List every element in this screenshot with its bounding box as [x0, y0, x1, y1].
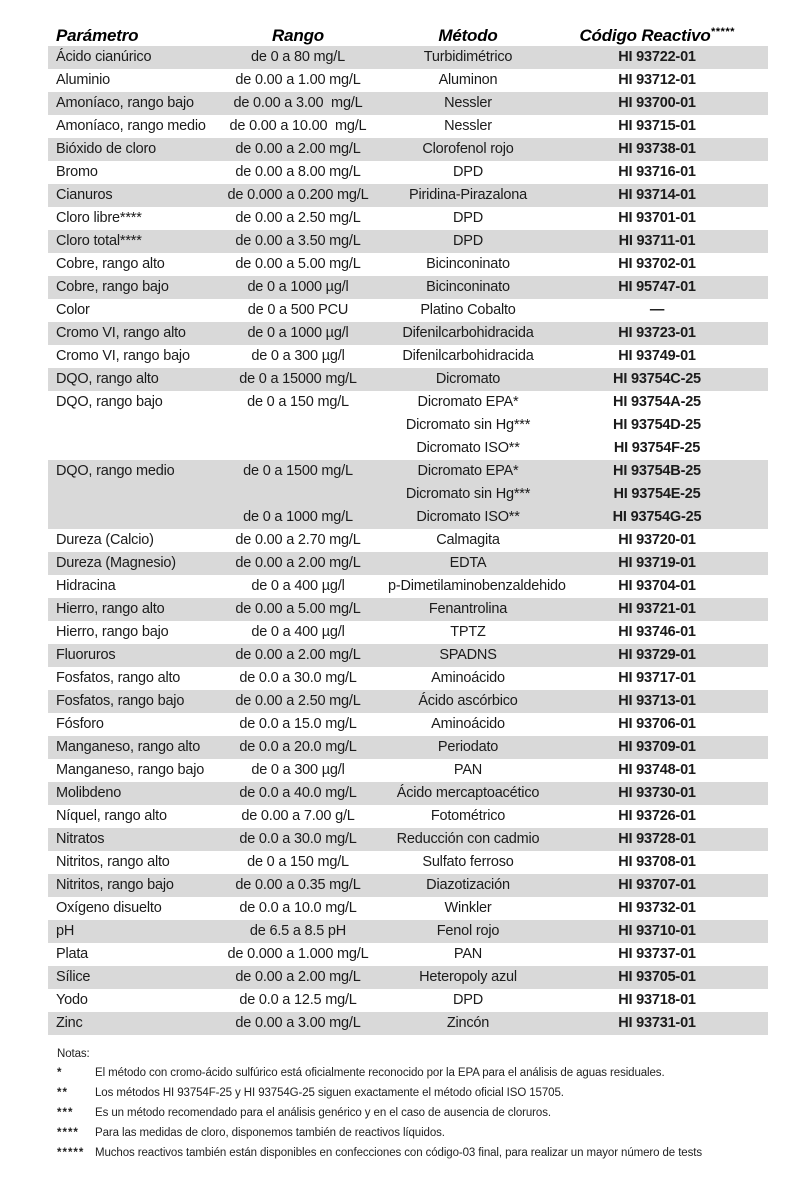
cell-metodo: Heteropoly azul: [419, 969, 517, 985]
cell-codigo: HI 93723-01: [618, 325, 696, 341]
cell-rango: de 0.00 a 2.70 mg/L: [235, 532, 361, 548]
cell-parametro: DQO, rango medio: [56, 463, 175, 479]
cell-rango: de 0 a 1000 µg/l: [247, 279, 349, 295]
table-row: [48, 736, 768, 759]
footnote-item: [57, 1107, 757, 1119]
cell-parametro: Níquel, rango alto: [56, 808, 167, 824]
table-row: [48, 966, 768, 989]
table-row: [48, 345, 768, 368]
cell-metodo: Periodato: [437, 739, 499, 755]
footnote-text: Los métodos HI 93754F-25 y HI 93754G-25 siguen exactamente el método oficial ISO 15705.: [95, 1087, 564, 1099]
cell-codigo: HI 93754D-25: [613, 417, 701, 433]
cell-parametro: Plata: [56, 946, 89, 962]
cell-parametro: Dureza (Calcio): [56, 532, 154, 548]
cell-metodo: DPD: [452, 992, 483, 1008]
cell-metodo: Fenol rojo: [436, 923, 500, 939]
cell-rango: de 0.00 a 5.00 mg/L: [235, 256, 361, 272]
table-row: [48, 161, 768, 184]
cell-rango: de 0.00 a 8.00 mg/L: [235, 164, 361, 180]
column-header-parametro: Parámetro: [56, 26, 139, 45]
cell-codigo: HI 93749-01: [618, 348, 696, 364]
cell-metodo: EDTA: [449, 555, 487, 571]
column-header-codigo-asterisks: *****: [710, 26, 735, 38]
table-row: [48, 322, 768, 345]
cell-rango: de 0 a 300 µg/l: [251, 348, 345, 364]
cell-rango: de 0 a 150 mg/L: [247, 854, 349, 870]
cell-parametro: Cloro total****: [56, 233, 142, 249]
cell-metodo: p-Dimetilaminobenzaldehido: [388, 578, 566, 594]
cell-codigo: HI 93720-01: [618, 532, 696, 548]
table-row: [48, 598, 768, 621]
cell-parametro: Bióxido de cloro: [56, 141, 156, 157]
cell-metodo: DPD: [452, 164, 483, 180]
cell-metodo: Difenilcarbohidracida: [402, 325, 534, 341]
table-row: [48, 391, 768, 414]
cell-rango: de 0.0 a 30.0 mg/L: [239, 831, 357, 847]
table-row: [48, 552, 768, 575]
cell-codigo: HI 93700-01: [618, 95, 696, 111]
cell-rango: de 0.00 a 2.00 mg/L: [235, 647, 361, 663]
cell-parametro: Manganeso, rango bajo: [56, 762, 205, 778]
cell-codigo: HI 93721-01: [618, 601, 696, 617]
cell-codigo: HI 93754B-25: [613, 463, 701, 479]
footnote-item: [57, 1127, 757, 1139]
footnote-marker: **: [57, 1087, 68, 1099]
cell-metodo: Ácido ascórbico: [418, 693, 518, 709]
cell-parametro: Molibdeno: [56, 785, 122, 801]
cell-codigo: HI 93722-01: [618, 49, 696, 65]
cell-metodo: Nessler: [444, 95, 492, 111]
cell-metodo: Aminoácido: [431, 670, 505, 686]
cell-parametro: Fosfatos, rango alto: [56, 670, 181, 686]
table-row: [48, 713, 768, 736]
cell-parametro: [48, 437, 213, 460]
table-row: [48, 529, 768, 552]
cell-rango: [213, 437, 383, 460]
cell-rango: de 0.00 a 3.50 mg/L: [235, 233, 361, 249]
footnote-marker: *****: [57, 1147, 85, 1159]
cell-parametro: DQO, rango alto: [56, 371, 159, 387]
cell-metodo: Fenantrolina: [428, 601, 508, 617]
cell-parametro: Nitritos, rango bajo: [56, 877, 174, 893]
table-row: [48, 368, 768, 391]
cell-metodo: Clorofenol rojo: [422, 141, 514, 157]
footnote-marker: *: [57, 1067, 63, 1079]
table-body: [48, 46, 768, 1035]
cell-rango: de 0 a 300 µg/l: [251, 762, 345, 778]
cell-codigo: HI 93728-01: [618, 831, 696, 847]
footnotes-list: [57, 1067, 757, 1159]
cell-codigo: HI 93718-01: [618, 992, 696, 1008]
cell-rango: de 0.00 a 2.50 mg/L: [235, 693, 361, 709]
cell-codigo: HI 93711-01: [618, 233, 696, 249]
cell-codigo: HI 93731-01: [618, 1015, 696, 1031]
cell-metodo: Dicromato: [435, 371, 501, 387]
footnotes-title: Notas:: [57, 1048, 90, 1060]
cell-codigo: HI 93706-01: [618, 716, 696, 732]
cell-metodo: Dicromato ISO**: [416, 440, 520, 456]
table-row: [48, 690, 768, 713]
cell-codigo: HI 93732-01: [618, 900, 696, 916]
cell-rango: [213, 414, 383, 437]
table-row: [48, 575, 768, 598]
cell-metodo: Difenilcarbohidracida: [402, 348, 534, 364]
cell-codigo: HI 93709-01: [618, 739, 696, 755]
cell-codigo: HI 93710-01: [618, 923, 696, 939]
table-row: [48, 69, 768, 92]
table-row: [48, 621, 768, 644]
cell-codigo: HI 93754G-25: [612, 509, 702, 525]
table-row: [48, 460, 768, 483]
cell-rango: de 0.00 a 2.00 mg/L: [235, 555, 361, 571]
cell-rango: de 0.00 a 2.00 mg/L: [235, 969, 361, 985]
table-row: [48, 414, 768, 437]
cell-rango: de 0.00 a 10.00 mg/L: [229, 118, 367, 134]
cell-rango: de 0.00 a 3.00 mg/L: [235, 1015, 361, 1031]
cell-parametro: Fluoruros: [56, 647, 116, 663]
cell-codigo: HI 93704-01: [618, 578, 696, 594]
cell-codigo: HI 93708-01: [618, 854, 696, 870]
cell-rango: de 0.0 a 12.5 mg/L: [239, 992, 357, 1008]
table-row: [48, 253, 768, 276]
cell-codigo: HI 93726-01: [618, 808, 696, 824]
cell-rango: de 0 a 400 µg/l: [251, 578, 345, 594]
cell-parametro: Color: [56, 302, 90, 318]
cell-codigo: HI 93705-01: [618, 969, 696, 985]
cell-rango: de 0 a 1500 mg/L: [243, 463, 353, 479]
cell-parametro: Cloro libre****: [56, 210, 142, 226]
cell-rango: de 0.00 a 3.00 mg/L: [233, 95, 363, 111]
cell-rango: de 0.0 a 30.0 mg/L: [239, 670, 357, 686]
cell-parametro: Cromo VI, rango alto: [56, 325, 186, 341]
table-row: [48, 805, 768, 828]
table-row: [48, 920, 768, 943]
cell-parametro: Hidracina: [56, 578, 116, 594]
table-row: [48, 989, 768, 1012]
cell-codigo: HI 95747-01: [618, 279, 696, 295]
table-row: [48, 1012, 768, 1035]
footnote-text: Es un método recomendado para el análisis genérico y en el caso de ausencia de cloruros.: [95, 1107, 551, 1119]
cell-parametro: Fósforo: [56, 716, 104, 732]
cell-parametro: Zinc: [56, 1015, 83, 1031]
cell-metodo: Calmagita: [436, 532, 500, 548]
cell-codigo: HI 93754C-25: [613, 371, 701, 387]
cell-parametro: Amoníaco, rango medio: [56, 118, 206, 134]
cell-metodo: DPD: [452, 210, 483, 226]
cell-codigo: HI 93707-01: [618, 877, 696, 893]
cell-parametro: Sílice: [56, 969, 91, 985]
cell-codigo: HI 93712-01: [618, 72, 696, 88]
cell-metodo: DPD: [452, 233, 483, 249]
cell-rango: de 0 a 150 mg/L: [247, 394, 349, 410]
cell-rango: de 0 a 15000 mg/L: [239, 371, 357, 387]
cell-codigo: HI 93730-01: [618, 785, 696, 801]
cell-metodo: Turbidimétrico: [423, 49, 513, 65]
column-header-rango: Rango: [272, 26, 324, 45]
cell-codigo: HI 93702-01: [618, 256, 696, 272]
cell-metodo: Dicromato EPA*: [417, 463, 519, 479]
cell-codigo: HI 93717-01: [618, 670, 696, 686]
cell-metodo: Ácido mercaptoacético: [396, 785, 540, 801]
table-row: [48, 828, 768, 851]
footnote-marker: ****: [57, 1127, 79, 1139]
cell-rango: de 0.0 a 15.0 mg/L: [239, 716, 357, 732]
footnote-item: [57, 1067, 757, 1079]
table-row: [48, 138, 768, 161]
cell-rango: de 0.00 a 5.00 mg/L: [235, 601, 361, 617]
cell-metodo: Winkler: [444, 900, 492, 916]
cell-metodo: Reducción con cadmio: [396, 831, 540, 847]
cell-parametro: Aluminio: [56, 72, 111, 88]
cell-parametro: pH: [56, 923, 75, 939]
cell-codigo: HI 93729-01: [618, 647, 696, 663]
cell-parametro: Nitratos: [56, 831, 105, 847]
cell-parametro: Cobre, rango bajo: [56, 279, 169, 295]
cell-metodo: Bicinconinato: [426, 279, 510, 295]
cell-parametro: Fosfatos, rango bajo: [56, 693, 185, 709]
cell-codigo: HI 93746-01: [618, 624, 696, 640]
table-row: [48, 92, 768, 115]
footnote-marker: ***: [57, 1107, 74, 1119]
cell-rango: [213, 483, 383, 506]
cell-parametro: Oxígeno disuelto: [56, 900, 162, 916]
reagent-table: [48, 22, 768, 1035]
cell-parametro: Bromo: [56, 164, 98, 180]
cell-parametro: Cobre, rango alto: [56, 256, 165, 272]
cell-parametro: Nitritos, rango alto: [56, 854, 170, 870]
cell-metodo: Sulfato ferroso: [422, 854, 514, 870]
footnote-item: [57, 1087, 757, 1099]
cell-rango: de 0.000 a 0.200 mg/L: [227, 187, 369, 203]
cell-metodo: Nessler: [444, 118, 492, 134]
cell-rango: de 0.00 a 0.35 mg/L: [235, 877, 361, 893]
column-header-codigo: [568, 26, 746, 46]
cell-codigo: HI 93737-01: [618, 946, 696, 962]
cell-rango: de 0.00 a 2.50 mg/L: [235, 210, 361, 226]
footnote-text: El método con cromo-ácido sulfúrico está oficialmente reconocido por la EPA para el análisis de aguas residuales.: [95, 1067, 665, 1079]
table-header-row: [48, 22, 768, 46]
cell-rango: de 0.000 a 1.000 mg/L: [227, 946, 369, 962]
cell-rango: de 0.0 a 40.0 mg/L: [239, 785, 357, 801]
cell-codigo: HI 93754E-25: [613, 486, 701, 502]
cell-parametro: Hierro, rango bajo: [56, 624, 169, 640]
cell-rango: de 0 a 400 µg/l: [251, 624, 345, 640]
cell-rango: de 0.0 a 10.0 mg/L: [239, 900, 357, 916]
cell-metodo: Bicinconinato: [426, 256, 510, 272]
cell-metodo: SPADNS: [439, 647, 497, 663]
cell-rango: de 0.00 a 2.00 mg/L: [235, 141, 361, 157]
table-row: [48, 437, 768, 460]
cell-metodo: Aluminon: [438, 72, 498, 88]
table-row: [48, 184, 768, 207]
cell-parametro: Cianuros: [56, 187, 113, 203]
cell-rango: de 0 a 1000 mg/L: [243, 509, 353, 525]
cell-metodo: TPTZ: [450, 624, 486, 640]
cell-metodo: Platino Cobalto: [420, 302, 516, 318]
cell-metodo: Zincón: [446, 1015, 490, 1031]
cell-parametro: [48, 506, 213, 529]
table-row: [48, 276, 768, 299]
table-row: [48, 207, 768, 230]
cell-parametro: Manganeso, rango alto: [56, 739, 201, 755]
table-row: [48, 943, 768, 966]
cell-rango: de 6.5 a 8.5 pH: [249, 923, 347, 939]
footnotes-section: [57, 1048, 757, 1167]
column-header-codigo-label: Código Reactivo: [579, 26, 711, 45]
cell-codigo: HI 93719-01: [618, 555, 696, 571]
table-row: [48, 644, 768, 667]
table-row: [48, 115, 768, 138]
cell-metodo: Diazotización: [426, 877, 510, 893]
footnote-item: [57, 1147, 757, 1159]
table-row: [48, 851, 768, 874]
cell-parametro: Yodo: [56, 992, 88, 1008]
cell-codigo: HI 93754A-25: [613, 394, 701, 410]
cell-parametro: Dureza (Magnesio): [56, 555, 176, 571]
cell-codigo: HI 93701-01: [618, 210, 696, 226]
table-row: [48, 897, 768, 920]
cell-metodo: Dicromato sin Hg***: [405, 486, 531, 502]
cell-parametro: DQO, rango bajo: [56, 394, 163, 410]
cell-metodo: Dicromato EPA*: [417, 394, 519, 410]
cell-codigo: HI 93714-01: [618, 187, 696, 203]
cell-rango: de 0 a 500 PCU: [247, 302, 349, 318]
cell-metodo: Aminoácido: [431, 716, 505, 732]
cell-codigo: HI 93754F-25: [613, 440, 701, 456]
column-header-metodo: Método: [438, 26, 498, 45]
cell-rango: de 0.00 a 1.00 mg/L: [235, 72, 361, 88]
cell-parametro: [48, 414, 213, 437]
cell-rango: de 0.00 a 7.00 g/L: [241, 808, 355, 824]
cell-parametro: Ácido cianúrico: [56, 49, 152, 65]
cell-rango: de 0 a 1000 µg/l: [247, 325, 349, 341]
footnote-text: Muchos reactivos también están disponibles en confecciones con código-03 final, para realizar un mayor número de tests: [95, 1147, 702, 1159]
table-row: [48, 759, 768, 782]
cell-parametro: [48, 483, 213, 506]
cell-codigo: HI 93738-01: [618, 141, 696, 157]
cell-codigo: HI 93713-01: [618, 693, 696, 709]
cell-metodo: PAN: [453, 946, 483, 962]
footnote-text: Para las medidas de cloro, disponemos también de reactivos líquidos.: [95, 1127, 445, 1139]
cell-codigo: HI 93715-01: [618, 118, 696, 134]
cell-metodo: Piridina-Pirazalona: [409, 187, 527, 203]
table-row: [48, 483, 768, 506]
cell-codigo: —: [649, 302, 665, 318]
table-row: [48, 667, 768, 690]
cell-codigo: HI 93716-01: [618, 164, 696, 180]
cell-rango: de 0 a 80 mg/L: [251, 49, 345, 65]
table-row: [48, 782, 768, 805]
cell-parametro: Amoníaco, rango bajo: [56, 95, 194, 111]
table-row: [48, 46, 768, 69]
cell-metodo: Fotométrico: [430, 808, 506, 824]
table-row: [48, 230, 768, 253]
table-row: [48, 506, 768, 529]
cell-metodo: Dicromato sin Hg***: [405, 417, 531, 433]
cell-metodo: PAN: [453, 762, 483, 778]
cell-rango: de 0.0 a 20.0 mg/L: [239, 739, 357, 755]
cell-parametro: Cromo VI, rango bajo: [56, 348, 190, 364]
cell-parametro: Hierro, rango alto: [56, 601, 165, 617]
cell-metodo: Dicromato ISO**: [416, 509, 520, 525]
cell-codigo: HI 93748-01: [618, 762, 696, 778]
table-row: [48, 874, 768, 897]
table-row: [48, 299, 768, 322]
